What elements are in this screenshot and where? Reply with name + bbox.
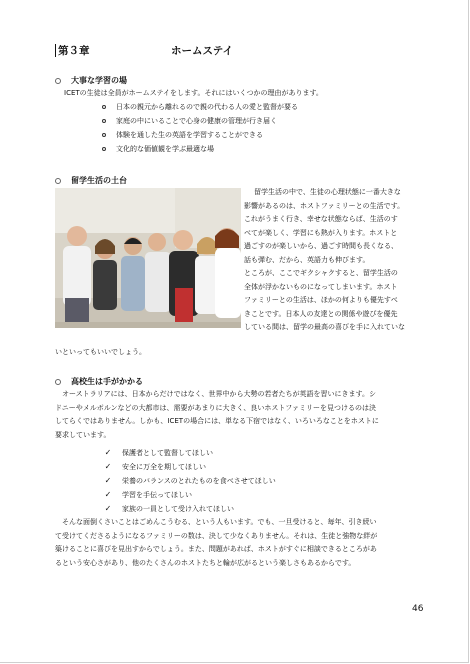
checkmark-icon: ✓ xyxy=(104,490,112,499)
check-item xyxy=(102,475,276,487)
paragraph-line: きことです。日本人の友達との関係や遊びを優先 xyxy=(244,309,398,318)
ring-bullet-icon xyxy=(55,379,61,385)
hollow-circle-icon xyxy=(102,133,106,137)
list-item-text: 日本の親元から離れるので親の代わる人の愛と監督が要る xyxy=(116,103,298,111)
section2-paragraph xyxy=(244,186,405,335)
section-heading-text: 大事な学習の場 xyxy=(71,76,127,85)
chapter-number: 第３章 xyxy=(58,45,90,57)
checkmark-icon: ✓ xyxy=(104,476,112,485)
section2-last-line: いといってもいいでしょう。 xyxy=(55,348,146,356)
paragraph-line: て受けてくださるようになるファミリーの数は、決して少なくありません。それは、生徒と強物な絆が xyxy=(55,531,378,540)
checkmark-icon: ✓ xyxy=(104,462,112,471)
paragraph-line: 全体が浮かないものになってしまいます。ホスト xyxy=(244,282,398,291)
list-item xyxy=(102,129,263,141)
paragraph-line: ドニーやメルボルンなどの大都市は、需要があまりに大きく、良いホストファミリーを見つけるのは決 xyxy=(55,403,377,412)
hollow-circle-icon xyxy=(102,119,106,123)
list-item xyxy=(102,115,277,127)
homestay-group-photo xyxy=(55,188,241,328)
check-item xyxy=(102,489,192,501)
list-item-text: 家庭の中にいることで心身の健康の管理が行き届く xyxy=(116,117,277,125)
hollow-circle-icon xyxy=(102,147,106,151)
page-number: 46 xyxy=(412,604,424,614)
section-heading-text: 高校生は手がかかる xyxy=(71,377,143,386)
check-item-text: 栄養のバランスのとれたものを食べさせてほしい xyxy=(122,477,276,485)
paragraph-line: 過ごすのが楽しいから、過ごす時間も長くなる、 xyxy=(244,242,398,250)
section-heading-3 xyxy=(55,376,143,387)
check-item-text: 家族の一員として受け入れてほしい xyxy=(122,505,234,513)
list-item-text: 体験を通した生の英語を学習することができる xyxy=(116,131,263,139)
paragraph-line: 留学生活の中で、生徒の心理状態に一番大きな xyxy=(254,188,401,196)
check-item xyxy=(102,461,206,473)
section1-intro: ICETの生徒は全員がホームステイをします。それにはいくつかの理由があります。 xyxy=(64,89,323,97)
paragraph-line: 築けることに喜びを見出すからでしょう。また、問題があれば、ホストがすぐに相談できるところがあ xyxy=(55,545,377,553)
paragraph-line: るという安心さがあり、他のたくさんのホストたちと輪が広がるという楽しさもあるからです。 xyxy=(55,558,356,567)
paragraph-line: している間は、留学の最高の喜びを手に入れていな xyxy=(244,323,405,331)
paragraph-line: オーストラリアには、日本からだけではなく、世界中から大勢の若者たちが英語を習いにきます。シ xyxy=(62,390,376,398)
chapter-title: ホームステイ xyxy=(171,45,234,57)
paragraph-line: 影響があるのは、ホストファミリーとの生活です。 xyxy=(244,201,405,210)
paragraph-line: してらくではありません。しかも、ICETの場合には、単なる下宿ではなく、いろいろなことをホストに xyxy=(55,417,379,425)
checkmark-icon: ✓ xyxy=(104,448,112,457)
chapter-marker-bar xyxy=(55,44,56,57)
check-item-text: 学習を手伝ってほしい xyxy=(122,491,192,499)
paragraph-line: べてが楽しく、学習にも熱が入ります。ホストと xyxy=(244,228,398,237)
check-item-text: 保護者として監督してほしい xyxy=(122,449,213,457)
ring-bullet-icon xyxy=(55,178,61,184)
list-item xyxy=(102,143,214,155)
paragraph-line: これがうまく行き、幸せな状態ならば、生活のす xyxy=(244,215,398,223)
paragraph-line: 要求しています。 xyxy=(55,430,111,439)
section3-paragraph-2 xyxy=(55,516,377,570)
section-heading-1 xyxy=(55,75,127,86)
check-item-text: 安全に万全を期してほしい xyxy=(122,463,206,471)
section-heading-2 xyxy=(55,175,127,186)
checkmark-icon: ✓ xyxy=(104,504,112,513)
section3-paragraph-1 xyxy=(55,388,379,442)
list-item-text: 文化的な価値観を学ぶ最適な場 xyxy=(116,145,214,153)
paragraph-line: 話も弾む、だから、英語力も伸びます。 xyxy=(244,255,370,264)
ring-bullet-icon xyxy=(55,78,61,84)
paragraph-line: ファミリーとの生活は、ほかの何よりも優先すべ xyxy=(244,296,398,304)
section-heading-text: 留学生活の土台 xyxy=(71,176,127,185)
paragraph-line: そんな面倒くさいことはごめんこうむる、という人もいます。でも、一旦受けると、毎年、引き続い xyxy=(62,518,377,526)
hollow-circle-icon xyxy=(102,105,106,109)
paragraph-line: ところが、ここでギクシャクすると、留学生活の xyxy=(244,269,398,277)
check-item xyxy=(102,447,213,459)
check-item xyxy=(102,503,234,515)
list-item xyxy=(102,101,298,113)
